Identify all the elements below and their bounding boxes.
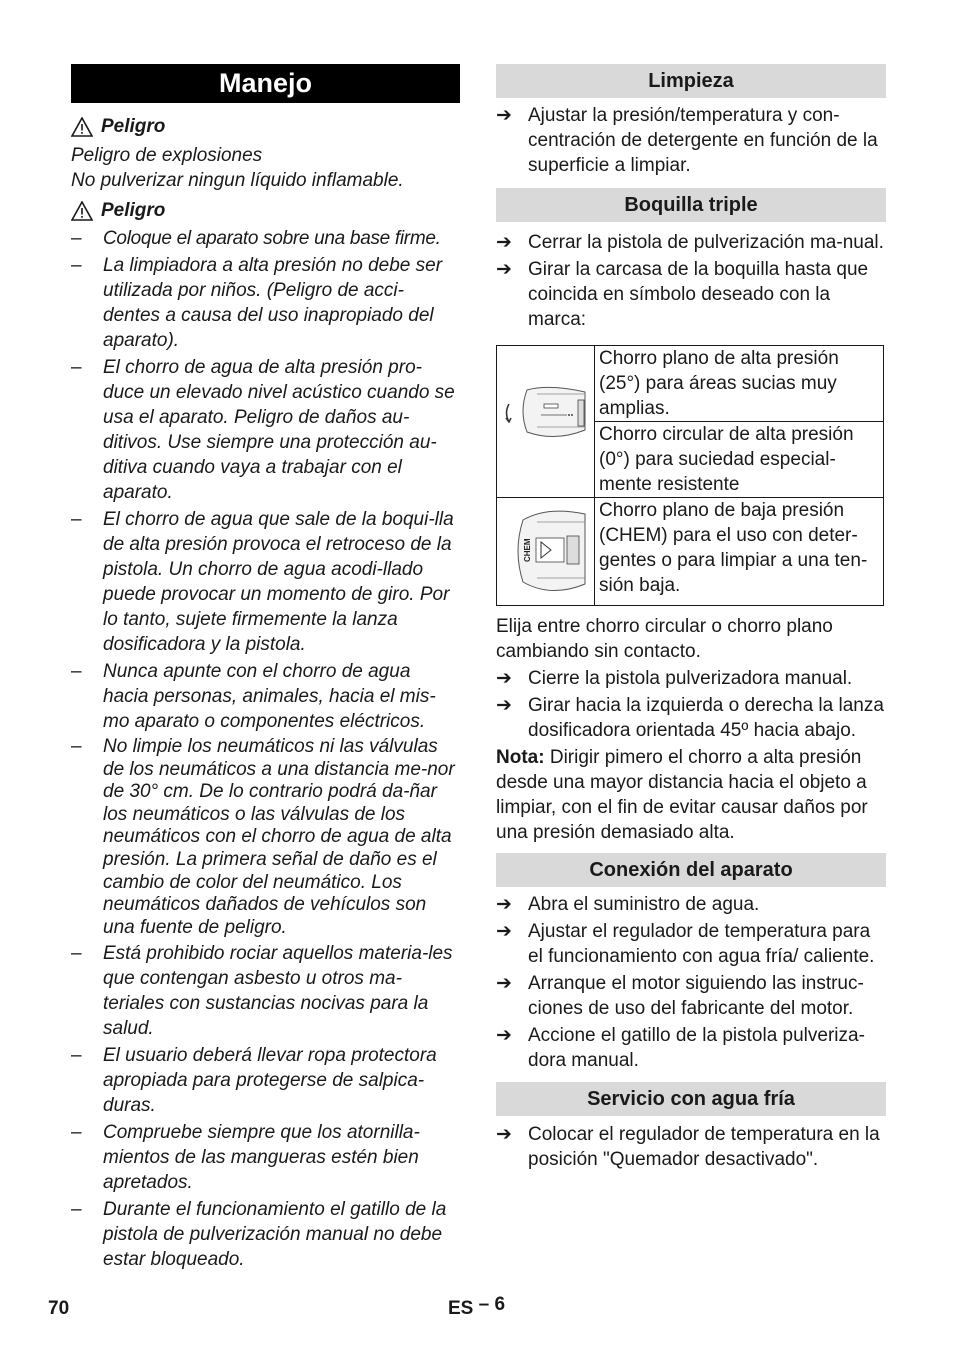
warning-label-1: Peligro <box>101 116 166 137</box>
list-item: – El chorro de agua que sale de la boqui-lla de alta presión provoca el retroceso de la pistola. Un chorro de agua acodi-llado puede provocar un momento de giro. Por lo tanto, sujete firmemente la lanza dosificadora y la pistola. <box>71 507 460 657</box>
arrow-right-icon: ➔ <box>496 105 512 126</box>
note-text: Dirigir pimero el chorro a alta presión desde una mayor distancia hacia el objeto a limpiar, con el fin de evitar causar daños por una presión demasiado alta. <box>496 747 868 843</box>
list-item <box>496 666 886 691</box>
step-text: Accione el gatillo de la pistola pulveriza-dora manual. <box>528 1025 865 1071</box>
list-item: – Durante el funcionamiento el gatillo de la pistola de pulverización manual no debe estar bloqueado. <box>71 1197 460 1272</box>
footer-lang: ES <box>448 1298 474 1319</box>
limpieza-steps <box>496 103 886 178</box>
table-cell: Chorro plano de baja presión (CHEM) para el uso con deter-gentes o para limpiar a una ten-sión baja. <box>595 498 884 606</box>
footer-sep: – <box>478 1294 490 1315</box>
nozzle-image-cell <box>497 346 595 498</box>
step-text: Girar hacia la izquierda o derecha la lanza dosificadora orientada 45º hacia abajo. <box>528 695 884 741</box>
nozzle-image-cell <box>497 498 595 606</box>
warning-heading-1 <box>71 114 460 139</box>
arrow-right-icon: ➔ <box>496 921 512 942</box>
list-item: – La limpiadora a alta presión no debe ser utilizada por niños. (Peligro de acci-dentes a causa del uso inapropiado del aparato). <box>71 253 460 353</box>
table-cell: Chorro plano de alta presión (25°) para áreas sucias muy amplias. <box>595 346 884 422</box>
section-heading-conexion: Conexión del aparato <box>496 853 886 887</box>
list-item: – Está prohibido rociar aquellos materia-les que contengan asbesto u otros ma-teriales con sustancias nocivas para la salud. <box>71 941 460 1041</box>
nozzle-high-pressure-icon <box>497 382 594 454</box>
footer-section-page: 6 <box>494 1294 506 1315</box>
left-column <box>71 64 460 1272</box>
table-cell: Chorro circular de alta presión (0°) para suciedad especial-mente resistente <box>595 422 884 498</box>
list-item <box>496 693 886 743</box>
section-heading-limpieza: Limpieza <box>496 64 886 98</box>
step-text: Colocar el regulador de temperatura en la posición "Quemador desactivado". <box>528 1124 880 1170</box>
warning-text-1 <box>71 143 460 193</box>
list-item <box>496 892 886 917</box>
list-item <box>496 1023 886 1073</box>
step-text: Cierre la pistola pulverizadora manual. <box>528 668 853 689</box>
arrow-right-icon: ➔ <box>496 259 512 280</box>
safety-list <box>71 226 460 1272</box>
list-item <box>496 1122 886 1172</box>
list-item: – Coloque el aparato sobre una base firme. <box>71 226 460 251</box>
list-item: – El usuario deberá llevar ropa protectora apropiada para protegerse de salpica-duras. <box>71 1043 460 1118</box>
step-text: Cerrar la pistola de pulverización ma-nual. <box>528 232 884 253</box>
step-text: Arranque el motor siguiendo las instruc-ciones de uso del fabricante del motor. <box>528 973 864 1019</box>
list-item <box>496 230 886 255</box>
arrow-right-icon: ➔ <box>496 894 512 915</box>
list-item: – No limpie los neumáticos ni las válvulas de los neumáticos a una distancia me-nor de 30° cm. De lo contrario podrá da-ñar los neumáticos o las válvulas de los neumáticos con el chorro de agua de alta presión. La primera señal de daño es el cambio de color del neumático. Los neumáticos dañados de vehículos son una fuente de peligro. <box>71 736 460 939</box>
list-item: – Nunca apunte con el chorro de agua hacia personas, animales, hacia el mis-mo aparato o componentes eléctricos. <box>71 659 460 734</box>
table-row <box>497 498 884 606</box>
step-text: Ajustar el regulador de temperatura para el funcionamiento con agua fría/ caliente. <box>528 921 875 967</box>
warning-line: Peligro de explosiones <box>71 145 263 166</box>
table-row <box>497 346 884 422</box>
step-text: Girar la carcasa de la boquilla hasta que coincida en símbolo deseado con la marca: <box>528 259 869 330</box>
list-item: – El chorro de agua de alta presión pro-duce un elevado nivel acústico cuando se usa el aparato. Peligro de daños au-ditivos. Use siempre una protección au-ditiva cuando vaya a trabajar con el aparato. <box>71 355 460 505</box>
right-column <box>496 64 886 1172</box>
section-heading-servicio: Servicio con agua fría <box>496 1082 886 1116</box>
nozzle-table <box>496 345 884 606</box>
arrow-right-icon: ➔ <box>496 1025 512 1046</box>
arrow-right-icon: ➔ <box>496 1124 512 1145</box>
conexion-steps <box>496 892 886 1073</box>
list-item: – Compruebe siempre que los atornilla-mientos de las mangueras estén bien apretados. <box>71 1120 460 1195</box>
nozzle-chem-label: CHEM <box>523 538 532 562</box>
boquilla-steps-2 <box>496 666 886 743</box>
warning-triangle-icon <box>71 117 93 137</box>
note-label: Nota: <box>496 747 545 768</box>
arrow-right-icon: ➔ <box>496 232 512 253</box>
warning-line: No pulverizar ningun líquido inflamable. <box>71 170 404 191</box>
boquilla-steps <box>496 230 886 332</box>
list-item <box>496 257 886 332</box>
list-item <box>496 971 886 1021</box>
list-item <box>496 103 886 178</box>
warning-triangle-icon <box>71 201 93 221</box>
warning-heading-2 <box>71 198 460 223</box>
arrow-right-icon: ➔ <box>496 668 512 689</box>
servicio-steps <box>496 1122 886 1172</box>
warning-label-2: Peligro <box>101 200 166 221</box>
page-number: 70 <box>48 1298 70 1319</box>
list-item <box>496 919 886 969</box>
nozzle-chem-icon <box>497 498 594 598</box>
section-heading-boquilla: Boquilla triple <box>496 188 886 222</box>
footer-section-ref <box>448 1296 505 1321</box>
step-text: Ajustar la presión/temperatura y con-centración de detergente en función de la superficie a limpiar. <box>528 105 878 176</box>
paragraph: Elija entre chorro circular o chorro plano cambiando sin contacto. <box>496 616 833 662</box>
arrow-right-icon: ➔ <box>496 695 512 716</box>
step-text: Abra el suministro de agua. <box>528 894 760 915</box>
arrow-right-icon: ➔ <box>496 973 512 994</box>
page-title: Manejo <box>71 64 460 103</box>
note-paragraph <box>496 745 886 845</box>
